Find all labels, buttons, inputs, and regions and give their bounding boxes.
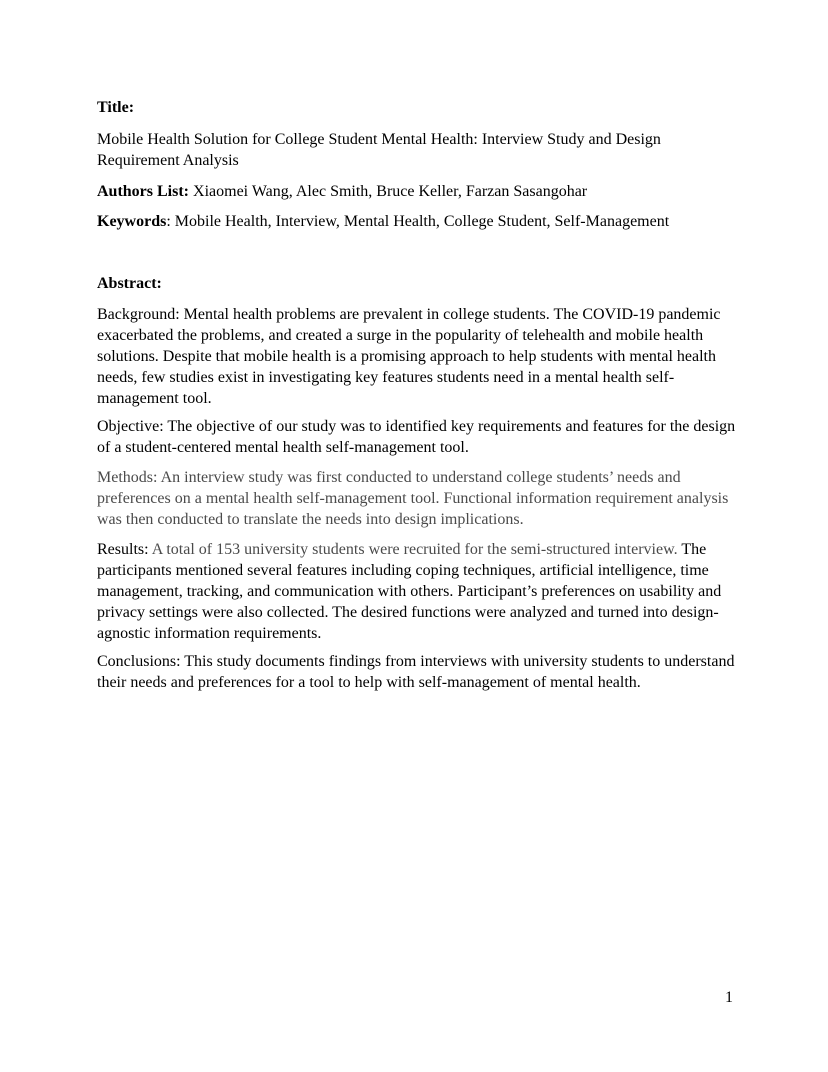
results-label: Results: [97, 541, 152, 558]
results-sample: A total of 153 university students were recruited for the semi-structured interview. [151, 541, 678, 558]
abstract-objective: Objective: The objective of our study was to identified key requirements and features for the design of a student-centered mental health self-management tool. [97, 418, 736, 456]
keywords-text: : Mobile Health, Interview, Mental Health, College Student, Self-Management [166, 213, 670, 230]
abstract-conclusions: Conclusions: This study documents findings from interviews with university students to understand their needs and preferences for a tool to help with self-management of mental health. [97, 653, 735, 691]
authors-label: Authors List: [97, 183, 190, 200]
keywords-label: Keywords [97, 213, 167, 230]
keywords-line [97, 211, 737, 232]
page-number: 1 [725, 989, 733, 1006]
abstract-heading: Abstract: [97, 275, 162, 292]
paper-title: Mobile Health Solution for College Student Mental Health: Interview Study and Design Requirement Analysis [97, 131, 661, 169]
authors-names: Xiaomei Wang, Alec Smith, Bruce Keller, Farzan Sasangohar [189, 183, 588, 200]
title-heading: Title: [97, 99, 135, 116]
abstract-methods: Methods: An interview study was first conducted to understand college students’ needs and preferences on a mental health self-management tool. Functional information requirement analysis was then conducted to translate the needs into design implications. [97, 469, 729, 528]
abstract-background: Background: Mental health problems are prevalent in college students. The COVID-19 pandemic exacerbated the problems, and created a surge in the popularity of telehealth and mobile health solutions. Despite that mobile health is a promising approach to help students with mental health needs, few studies exist in investigating key features students need in a mental health self-management tool. [97, 306, 721, 407]
results-findings: The participants mentioned several features including coping techniques, artificial intelligence, time management, tracking, and communication with others. Participant’s preferences on usability and privacy settings were also collected. The desired functions were analyzed and turned into design-agnostic information requirements. [97, 541, 722, 642]
abstract-results [97, 539, 737, 644]
authors-list [97, 181, 737, 202]
